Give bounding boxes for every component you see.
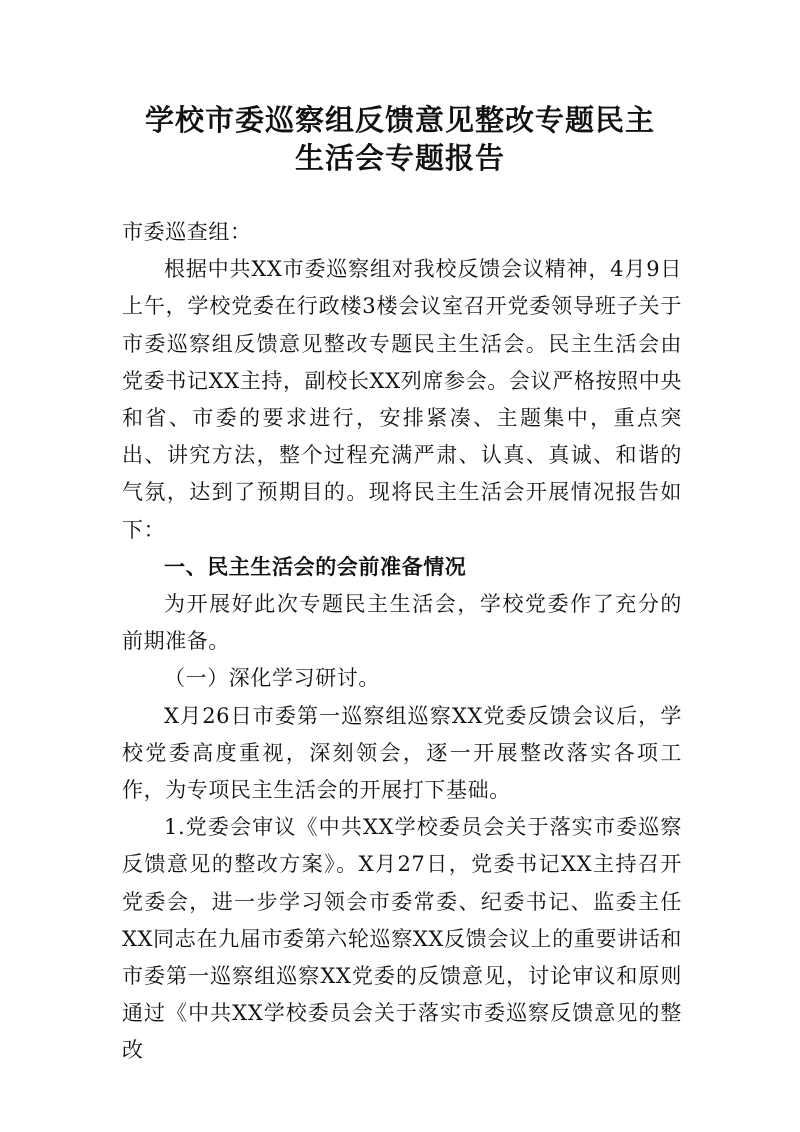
section-heading-1: 一、民主生活会的会前准备情况: [164, 554, 467, 579]
paragraph-preparation: 为开展好此次专题民主生活会，学校党委作了充分的前期准备。: [122, 592, 682, 654]
document-body: [122, 214, 682, 1070]
paragraph-item-1: 1.党委会审议《中共XX学校委员会关于落实市委巡察反馈意见的整改方案》。X月27日，党委书记XX主持召开党委会，进一步学习领会市委常委、纪委书记、监委主任XX同志在九届市委第六轮巡察XX反馈会议上的重要讲话和市委第一巡察组巡察XX党委的反馈意见，讨论审议和原则通过《中共XX学校委员会关于落实市委巡察反馈意见的整改: [122, 815, 682, 1063]
paragraph-study: X月26日市委第一巡察组巡察XX党委反馈会议后，学校党委高度重视，深刻领会，逐一开展整改落实各项工作，为专项民主生活会的开展打下基础。: [122, 703, 682, 803]
paragraph-intro: 根据中共XX市委巡察组对我校反馈会议精神，4月9日上午，学校党委在行政楼3楼会议室召开党委领导班子关于市委巡察组反馈意见整改专题民主生活会。民主生活会由党委书记XX主持，副校长XX列席参会。会议严格按照中央和省、市委的要求进行，安排紧凑、主题集中，重点突出、讲究方法，整个过程充满严肃、认真、真诚、和谐的气氛，达到了预期目的。现将民主生活会开展情况报告如下：: [122, 257, 682, 542]
salutation: 市委巡查组：: [122, 220, 252, 244]
document-title-line-1: 学校市委巡察组反馈意见整改专题民主: [144, 103, 655, 137]
subsection-heading-1: （一）深化学习研讨。: [164, 666, 380, 691]
document-title-line-2: 生活会专题报告: [294, 141, 505, 175]
